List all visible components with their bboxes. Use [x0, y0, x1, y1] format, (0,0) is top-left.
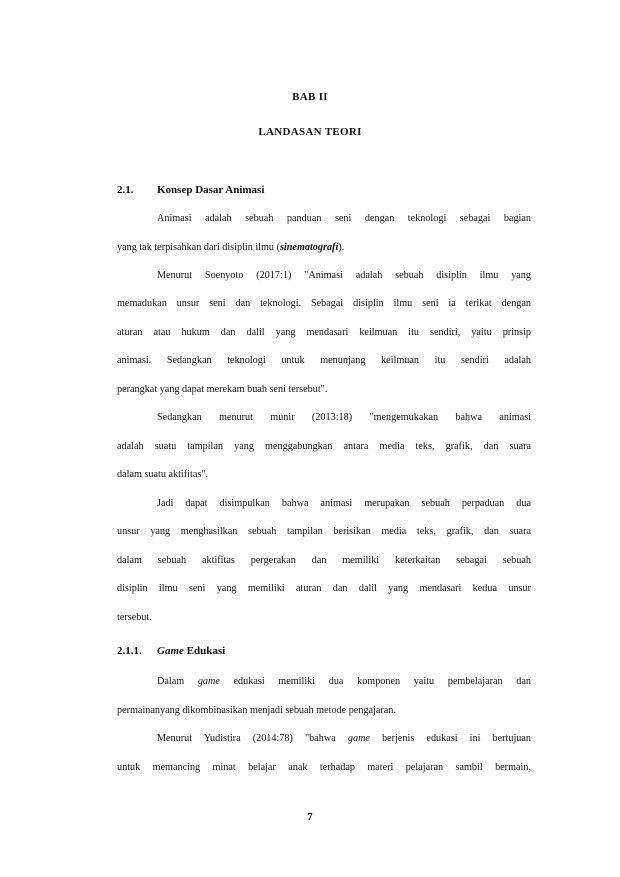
- paragraph-line: Menurut Soenyoto (2017:1) "Animasi adalah sebuah disiplin ilmu yang: [157, 270, 531, 281]
- paragraph-line: adalah suatu tampilan yang menggabungkan antara media teks, grafik, dan suara: [117, 441, 531, 452]
- subsection-heading: [117, 645, 225, 657]
- section-number: 2.1.: [117, 184, 134, 196]
- chapter-title: LANDASAN TEORI: [258, 126, 362, 138]
- paragraph-line: Menurut Yudistira (2014:78) "bahwa game berjenis edukasi ini bertujuan: [157, 733, 531, 744]
- paragraph-line: Jadi dapat disimpulkan bahwa animasi merupakan sebuah perpaduan dua: [157, 498, 531, 509]
- paragraph-line: aturan atau hukum dan dalil yang mendasari keilmuan itu sendiri, yaitu prinsip: [117, 327, 531, 338]
- paragraph-line: Sedangkan menurut munir (2013:18) "mengemukakan bahwa animasi: [157, 412, 531, 423]
- paragraph-line: unsur yang menghasilkan sebuah tampilan berisikan media teks, grafik, dan suara: [117, 526, 531, 537]
- paragraph-line: disiplin ilmu seni yang memiliki aturan dan dalil yang mendasari kedua unsur: [117, 583, 531, 594]
- paragraph-line: Dalam game edukasi memiliki dua komponen yaitu pembelajaran dan: [157, 676, 531, 687]
- paragraph-line: animasi. Sedangkan teknologi untuk menunjang keilmuan itu sendiri adalah: [117, 355, 531, 366]
- paragraph-line: tersebut.: [117, 612, 152, 623]
- paragraph-line: dalam suatu aktifitas".: [117, 469, 209, 480]
- paragraph-line: permainanyang dikombinasikan menjadi sebuah metode pengajaran.: [117, 705, 396, 716]
- paragraph-line: yang tak terpisahkan dari disiplin ilmu (sinematografi).: [117, 242, 345, 253]
- term-italic: game: [197, 676, 220, 687]
- paragraph-line: untuk memancing minat belajar anak terhadap materi pelajaran sambil bermain,: [117, 762, 531, 773]
- subsection-title-italic: Game: [157, 645, 184, 657]
- paragraph-line: memadukan unsur seni dan teknologi. Sebagai disiplin ilmu seni ia terikat dengan: [117, 298, 531, 309]
- subsection-title: Edukasi: [183, 645, 226, 657]
- term-italic: sinematografi: [279, 242, 339, 253]
- paragraph-line: Animasi adalah sebuah panduan seni dengan teknologi sebagai bagian: [157, 213, 531, 224]
- page-number: 7: [307, 812, 313, 823]
- section-heading: [117, 184, 264, 196]
- section-title: Konsep Dasar Animasi: [157, 184, 265, 196]
- paragraph-line: dalam sebuah aktifitas pergerakan dan memiliki keterkaitan sebagai sebuah: [117, 555, 531, 566]
- chapter-label: BAB II: [292, 91, 328, 103]
- term-italic: game: [347, 733, 370, 744]
- subsection-number: 2.1.1.: [117, 645, 142, 657]
- paragraph-line: perangkat yang dapat merekam buah seni tersebut".: [117, 384, 328, 395]
